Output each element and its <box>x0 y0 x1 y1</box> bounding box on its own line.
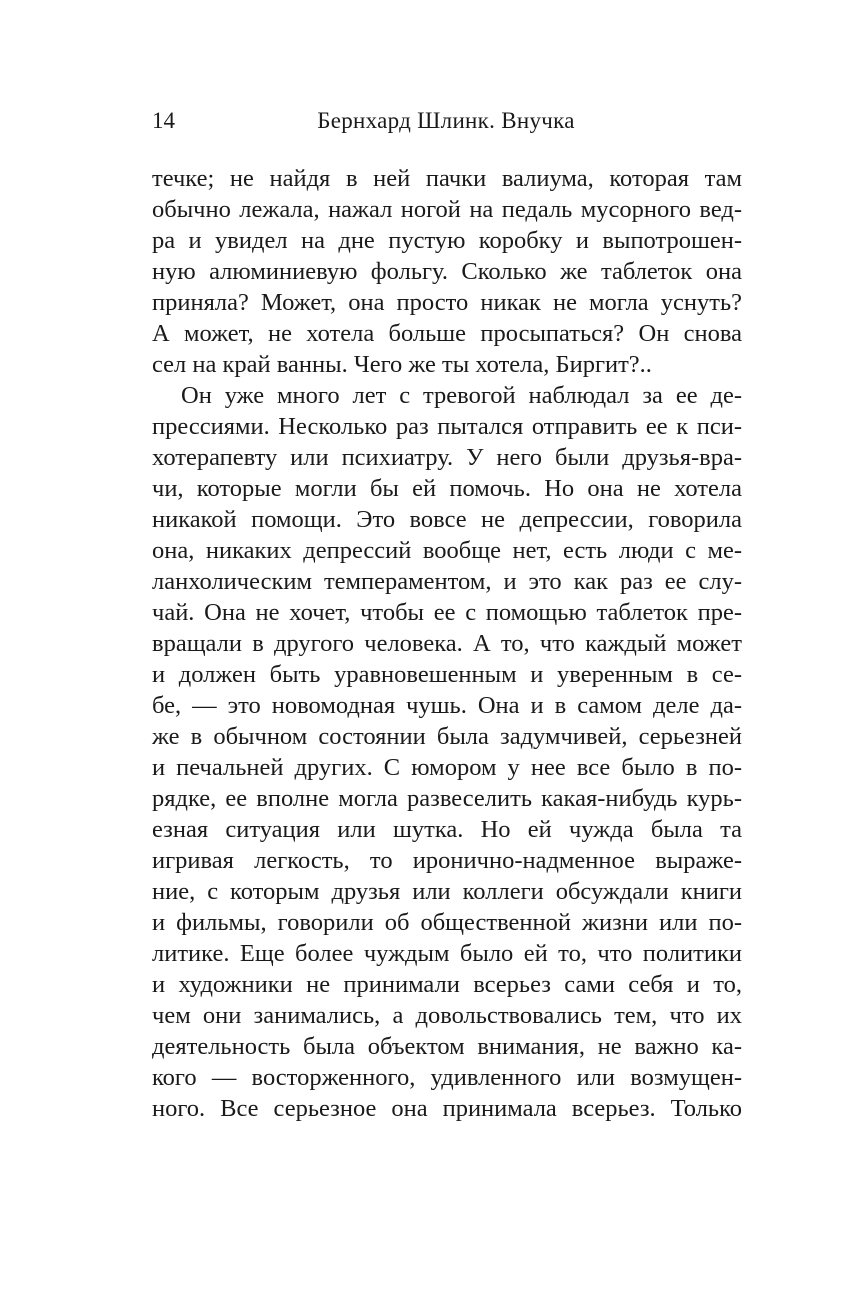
page-number: 14 <box>152 108 175 133</box>
paragraph-end-line: сел на край ванны. Чего же ты хотела, Биргит?.. <box>152 351 652 378</box>
text-line: прессиями. Несколько раз пытался отправить ее к пси- <box>152 413 742 440</box>
text-line: и должен быть уравновешенным и уверенным в се- <box>152 661 742 688</box>
text-line: рядке, ее вполне могла развеселить какая-нибудь курь- <box>152 785 742 812</box>
text-line: деятельность была объектом внимания, не важно ка- <box>152 1033 742 1060</box>
text-line: ную алюминиевую фольгу. Сколько же таблеток она <box>152 258 742 285</box>
text-line: она, никаких депрессий вообще нет, есть люди с ме- <box>152 537 742 564</box>
text-line: чай. Она не хочет, чтобы ее с помощью таблеток пре- <box>152 599 742 626</box>
text-line: ланхолическим темпераментом, и это как раз ее слу- <box>152 568 742 595</box>
text-line: и фильмы, говорили об общественной жизни или по- <box>152 909 742 936</box>
text-line: игривая легкость, то иронично-надменное выраже- <box>152 847 742 874</box>
text-line: хотерапевту или психиатру. У него были друзья-вра- <box>152 444 742 471</box>
text-line: и печальней других. С юмором у нее все было в по- <box>152 754 742 781</box>
text-line: бе, — это новомодная чушь. Она и в самом деле да- <box>152 692 742 719</box>
text-line: течке; не найдя в ней пачки валиума, которая там <box>152 165 742 192</box>
text-line: литике. Еще более чуждым было ей то, что политики <box>152 940 742 967</box>
text-line: обычно лежала, нажал ногой на педаль мусорного вед- <box>152 196 742 223</box>
text-line: никакой помощи. Это вовсе не депрессии, говорила <box>152 506 742 533</box>
text-line: кого — восторженного, удивленного или возмущен- <box>152 1064 742 1091</box>
text-line: чем они занимались, а довольствовались тем, что их <box>152 1002 742 1029</box>
text-line: ние, с которым друзья или коллеги обсуждали книги <box>152 878 742 905</box>
running-head <box>152 106 740 136</box>
text-line: вращали в другого человека. А то, что каждый может <box>152 630 742 657</box>
text-line: чи, которые могли бы ей помочь. Но она не хотела <box>152 475 742 502</box>
text-line: ра и увидел на дне пустую коробку и выпотрошен- <box>152 227 742 254</box>
text-line: приняла? Может, она просто никак не могла уснуть? <box>152 289 742 316</box>
paragraph-start-line: Он уже много лет с тревогой наблюдал за ее де- <box>181 382 742 409</box>
text-line: ного. Все серьезное она принимала всерьез. Только <box>152 1095 742 1122</box>
text-line: же в обычном состоянии была задумчивей, серьезней <box>152 723 742 750</box>
running-title: Бернхард Шлинк. Внучка <box>317 108 575 133</box>
text-line: езная ситуация или шутка. Но ей чужда была та <box>152 816 742 843</box>
text-line: и художники не принимали всерьез сами себя и то, <box>152 971 742 998</box>
text-line: А может, не хотела больше просыпаться? Он снова <box>152 320 742 347</box>
body-text <box>152 163 742 1124</box>
